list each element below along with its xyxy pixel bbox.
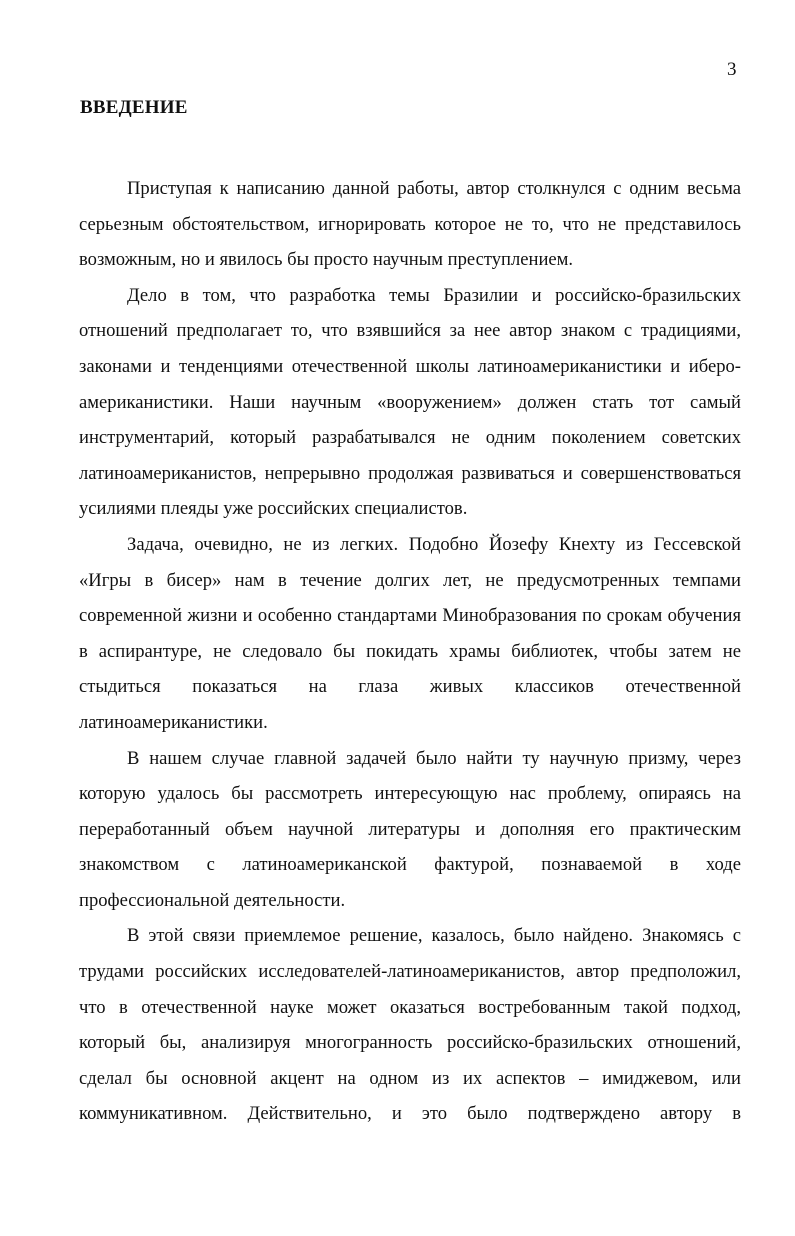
page-number: 3 — [727, 59, 737, 80]
paragraph-4: В нашем случае главной задачей было найти ту научную призму, через которую удалось бы рассмотреть интересующую нас проблему, опираясь на переработанный объем научной литературы и дополняя его практическим знакомством с латиноамериканской фактурой, познаваемой в ходе профессиональной деятельности. — [79, 747, 741, 911]
paragraph-2: Дело в том, что разработка темы Бразилии и российско-бразильских отношений предполагает то, что взявшийся за нее автор знаком с традициями, законами и тенденциями отечественной школы латиноамериканистики и иберо-американистики. Наши научным «вооружением» должен стать тот самый инструментарий, который разрабатывался не одним поколением советских латиноамериканистов, непрерывно продолжая развиваться и совершенствоваться усилиями плеяды уже российских специалистов. — [79, 284, 741, 520]
section-heading: ВВЕДЕНИЕ — [80, 97, 188, 118]
body-text — [79, 171, 741, 1132]
paragraph-1: Приступая к написанию данной работы, автор столкнулся с одним весьма серьезным обстоятельством, игнорировать которое не то, что не представилось возможным, но и явилось бы просто научным преступлением. — [79, 178, 741, 271]
paragraph-3: Задача, очевидно, не из легких. Подобно Йозефу Кнехту из Гессевской «Игры в бисер» нам в течение долгих лет, не предусмотренных темпами современной жизни и особенно стандартами Минобразования по срокам обучения в аспирантуре, не следовало бы покидать храмы библиотек, чтобы затем не стыдиться показаться на глаза живых классиков отечественной латиноамериканистики. — [79, 533, 741, 733]
paragraph-5: В этой связи приемлемое решение, казалось, было найдено. Знакомясь с трудами российских исследователей-латиноамериканистов, автор предположил, что в отечественной науке может оказаться востребованным такой подход, который бы, анализируя многогранность российско-бразильских отношений, сделал бы основной акцент на одном из их аспектов – имиджевом, или коммуникативном. Действительно, и это было подтверждено автору в — [79, 925, 741, 1125]
